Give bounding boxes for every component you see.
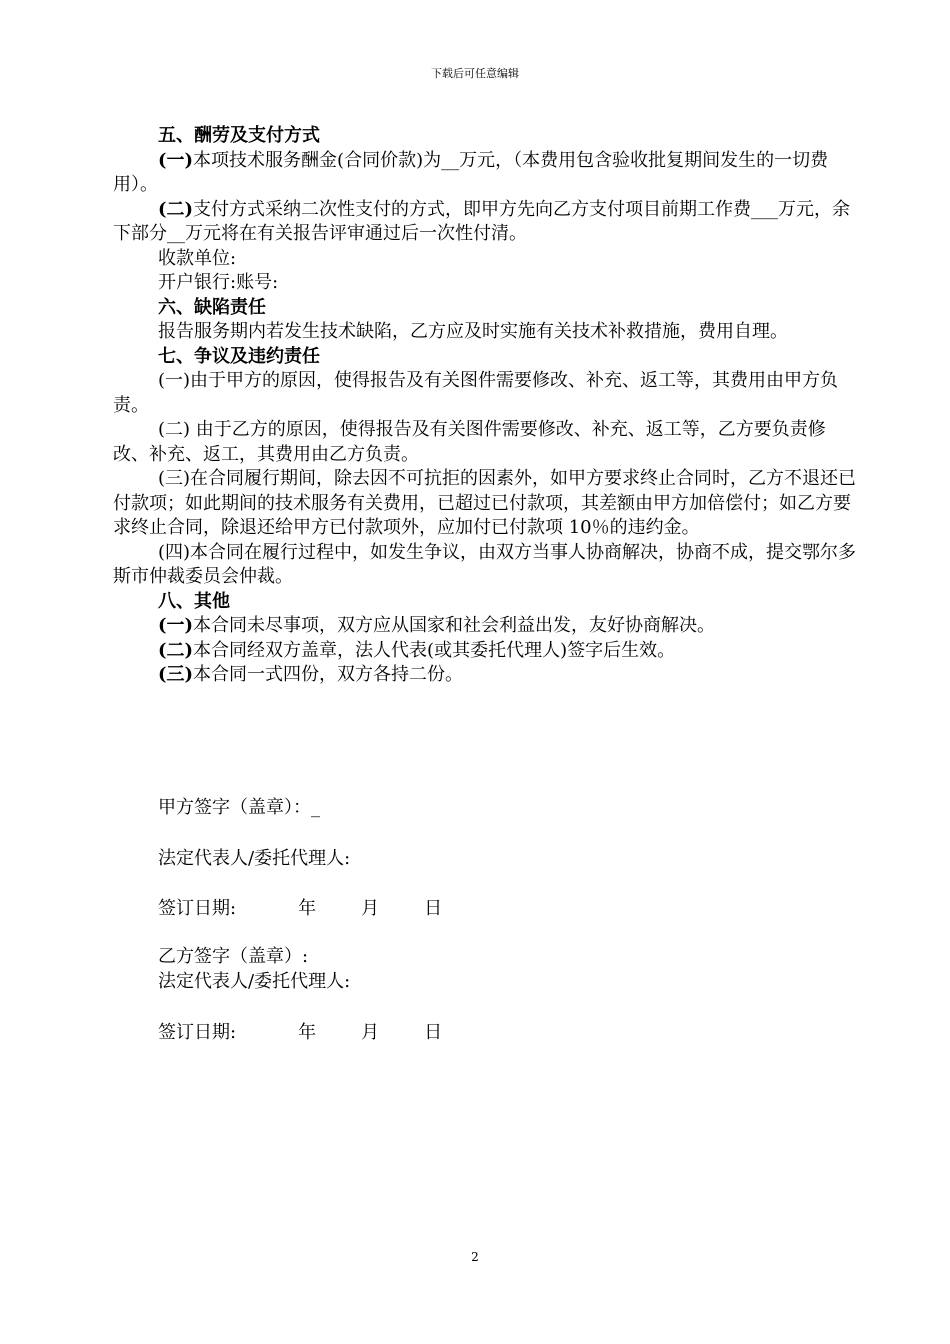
month-label: 月	[361, 898, 380, 919]
clause-number: (二)	[158, 198, 194, 220]
month-label: 月	[361, 1022, 380, 1043]
year-label: 年	[298, 898, 317, 919]
clause-text: 本合同经双方盖章，法人代表(或其委托代理人)签字后生效。	[193, 639, 676, 661]
party-a-representative-line: 法定代表人/委托代理人:	[158, 848, 351, 869]
day-label: 日	[424, 898, 443, 919]
clause-text: 本合同一式四份，双方各持二份。	[193, 664, 464, 685]
section-7-clause-3: (三)在合同履行期间，除去因不可抗拒的因素外，如甲方要求终止合同时，乙方不退还已付款项；如此期间的技术服务有关费用，已超过已付款项，其差额由甲方加倍偿付；如乙方要求终止合同，除退还给甲方已付款项外，应加付已付款项 10％的违约金。	[113, 468, 857, 538]
day-label: 日	[424, 1022, 443, 1043]
clause-text: 本项技术服务酬金(合同价款)为__万元，（本费用包含验收批复期间发生的一切费用）。	[113, 149, 829, 195]
section-8-title: 八、其他	[158, 590, 230, 612]
section-5-title: 五、酬劳及支付方式	[158, 125, 320, 146]
section-8-clause-1	[113, 614, 858, 639]
clause-text: 本合同未尽事项，双方应从国家和社会利益出发，友好协商解决。	[193, 615, 716, 636]
party-a-date-line	[158, 897, 442, 921]
bank-account-line: 开户银行:账号:	[158, 272, 279, 293]
clause-number: (二)	[158, 639, 194, 661]
page-number: 2	[471, 1250, 479, 1264]
party-b-representative-line: 法定代表人/委托代理人:	[158, 971, 351, 992]
party-b-signature-line: 乙方签字（盖章）:	[158, 946, 309, 967]
section-6-title: 六、缺陷责任	[158, 296, 266, 318]
clause-number: (一)	[158, 615, 194, 636]
year-label: 年	[298, 1022, 317, 1043]
section-7-clause-2: (二) 由于乙方的原因，使得报告及有关图件需要修改、补充、返工等，乙方要负责修改、补充、返工，其费用由乙方负责。	[113, 419, 826, 465]
contract-body	[113, 124, 858, 688]
section-6-clause-1: 报告服务期内若发生技术缺陷，乙方应及时实施有关技术补救措施，费用自理。	[158, 321, 788, 342]
section-7-clause-4: (四)本合同在履行过程中，如发生争议，由双方当事人协商解决，协商不成，提交鄂尔多斯市仲裁委员会仲裁。	[113, 541, 857, 587]
clause-text: 支付方式采纳二次性支付的方式，即甲方先向乙方支付项目前期工作费___万元，余下部分__万元将在有关报告评审通过后一次性付清。	[113, 198, 851, 244]
clause-number: (一)	[158, 149, 194, 171]
section-7-clause-1: (一)由于甲方的原因，使得报告及有关图件需要修改、补充、返工等，其费用由甲方负责。	[113, 370, 839, 416]
clause-number: (三)	[158, 664, 194, 685]
date-label: 签订日期:	[158, 898, 237, 919]
section-5-clause-1	[113, 149, 858, 198]
section-8-clause-2	[113, 639, 858, 664]
payee-line: 收款单位:	[158, 247, 237, 269]
section-8-clause-3	[113, 663, 858, 688]
page-header: 下载后可任意编辑	[431, 67, 519, 80]
section-5-clause-2	[113, 198, 858, 247]
party-b-date-line	[158, 1021, 442, 1045]
date-label: 签订日期:	[158, 1022, 237, 1043]
party-a-signature-line: 甲方签字（盖章）：_	[158, 797, 320, 818]
section-7-title: 七、争议及违约责任	[158, 345, 320, 367]
